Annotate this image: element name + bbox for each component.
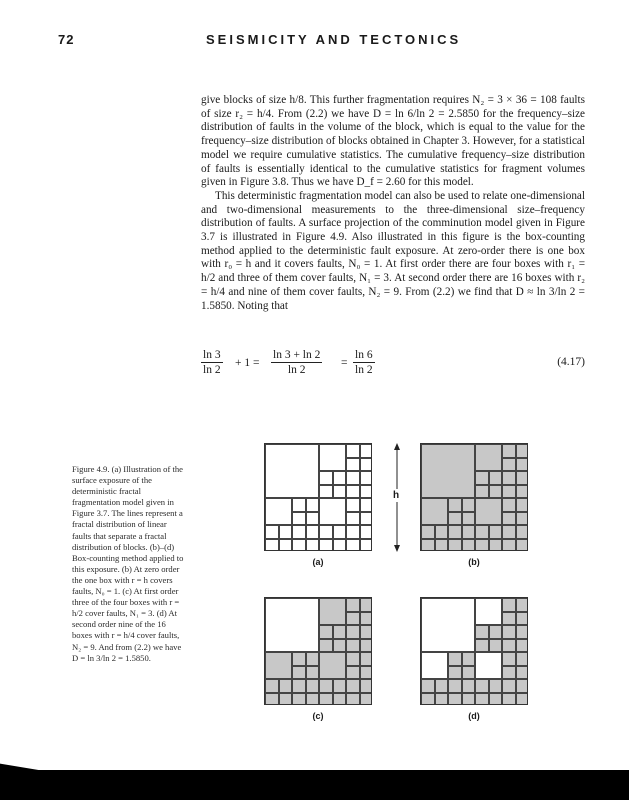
fragment-cell: [516, 625, 529, 639]
fraction-2-denominator: ln 2: [287, 364, 306, 376]
fragment-cell: [306, 539, 320, 552]
fragment-cell: [292, 498, 306, 512]
fragment-cell: [489, 539, 503, 552]
equation-fraction-2: [271, 348, 322, 377]
fragment-cell: [502, 458, 516, 472]
fragment-cell: [360, 471, 373, 485]
fragment-cell: [516, 512, 529, 526]
fragment-cell: [265, 498, 292, 525]
fragment-cell: [489, 485, 503, 499]
fragment-cell: [516, 444, 529, 458]
fragment-cell: [346, 525, 360, 539]
fragment-cell: [360, 625, 373, 639]
panel-label-b: (b): [468, 557, 480, 567]
fragment-cell: [306, 693, 320, 706]
fragment-cell: [360, 485, 373, 499]
running-head: SEISMICITY AND TECTONICS: [206, 32, 462, 47]
fragment-cell: [346, 485, 360, 499]
fragment-cell: [475, 625, 489, 639]
fragment-cell: [319, 539, 333, 552]
figure-panel-d: [420, 597, 528, 705]
fragment-cell: [333, 525, 347, 539]
fragment-cell: [319, 693, 333, 706]
fraction-1-numerator: ln 3: [203, 349, 221, 361]
fragment-cell: [475, 485, 489, 499]
fragment-cell: [421, 652, 448, 679]
fragment-cell: [421, 679, 435, 693]
equation-fraction-3: [353, 348, 375, 377]
fragment-cell: [462, 666, 476, 680]
fragment-cell: [516, 612, 529, 626]
fragment-cell: [489, 679, 503, 693]
panel-label-a: (a): [312, 557, 324, 567]
fragment-cell: [346, 639, 360, 653]
fraction-2-numerator: ln 3 + ln 2: [273, 349, 321, 361]
h-dimension-label: h: [393, 490, 400, 501]
fragment-cell: [265, 598, 319, 652]
paragraph-2: This deterministic fragmentation model can also be used to relate one-dimensional and two-dimensional measurements to the three-dimensional size–frequency distribution of faults. A surface projection of the comminution model given in Figure 3.7 is illustrated in Figure 4.9. Also illustrated in this figure is the box-counting method applied to the deterministic fault exposure. At zero-order there is one box with r₀ = h and it covers faults, N₀ = 1. At first order there are four boxes with r₁ = h/2 and three of them cover faults, N₁ = 3. At second order there are 16 boxes with r₂ = h/4 and nine of them cover faults, N₂ = 9. From (2.2) we find that D ≈ ln 3/ln 2 = 1.5850. Noting that: [201, 189, 585, 312]
fragment-cell: [516, 679, 529, 693]
fragment-cell: [516, 598, 529, 612]
fragment-cell: [306, 666, 320, 680]
fragment-cell: [502, 512, 516, 526]
fragment-cell: [448, 512, 462, 526]
fragment-cell: [360, 652, 373, 666]
fragment-cell: [360, 498, 373, 512]
fragment-cell: [346, 539, 360, 552]
fragment-cell: [421, 598, 475, 652]
fragment-cell: [292, 679, 306, 693]
fragment-cell: [448, 693, 462, 706]
fragment-cell: [265, 679, 279, 693]
fragment-cell: [502, 612, 516, 626]
fragment-cell: [346, 612, 360, 626]
figure-panel-c: [264, 597, 372, 705]
fragment-cell: [292, 512, 306, 526]
fragment-cell: [435, 679, 449, 693]
fragment-cell: [333, 471, 347, 485]
fragment-cell: [319, 598, 346, 625]
page-header: [58, 32, 578, 52]
fragment-cell: [306, 525, 320, 539]
fragment-cell: [462, 679, 476, 693]
fragment-cell: [306, 498, 320, 512]
fragment-cell: [319, 498, 346, 525]
fragment-cell: [421, 539, 435, 552]
fragment-cell: [319, 639, 333, 653]
fragment-cell: [421, 525, 435, 539]
equation-4-17: [201, 348, 585, 384]
fragment-cell: [516, 485, 529, 499]
fragment-cell: [346, 666, 360, 680]
fragment-cell: [475, 693, 489, 706]
fragment-cell: [346, 652, 360, 666]
fragment-cell: [319, 625, 333, 639]
fragment-cell: [448, 539, 462, 552]
fragment-cell: [448, 498, 462, 512]
fragment-cell: [489, 471, 503, 485]
fragment-cell: [333, 639, 347, 653]
fraction-3-numerator: ln 6: [355, 349, 373, 361]
fragment-cell: [516, 458, 529, 472]
fragment-cell: [421, 498, 448, 525]
fragment-cell: [516, 539, 529, 552]
fragment-cell: [360, 666, 373, 680]
fragment-cell: [448, 525, 462, 539]
fragment-cell: [475, 652, 502, 679]
fragment-cell: [360, 679, 373, 693]
fragment-cell: [360, 539, 373, 552]
fragment-cell: [448, 679, 462, 693]
fragment-cell: [489, 525, 503, 539]
panel-label-d: (d): [468, 711, 480, 721]
fragment-cell: [360, 525, 373, 539]
fragment-cell: [462, 652, 476, 666]
fragment-cell: [502, 679, 516, 693]
fragment-cell: [360, 612, 373, 626]
fragment-cell: [360, 598, 373, 612]
fragment-cell: [435, 693, 449, 706]
page-number: 72: [58, 32, 75, 47]
fragment-cell: [475, 525, 489, 539]
fragment-cell: [502, 444, 516, 458]
fragment-cell: [475, 539, 489, 552]
fragment-cell: [265, 444, 319, 498]
fragment-cell: [319, 652, 346, 679]
fragment-cell: [292, 525, 306, 539]
fragment-cell: [265, 525, 279, 539]
fragment-cell: [502, 666, 516, 680]
fragment-cell: [265, 652, 292, 679]
fragment-cell: [462, 498, 476, 512]
fragment-cell: [475, 498, 502, 525]
fragment-cell: [265, 539, 279, 552]
fragment-cell: [292, 693, 306, 706]
equation-plus-one: + 1 =: [235, 357, 260, 369]
fragment-cell: [346, 693, 360, 706]
fragment-cell: [319, 525, 333, 539]
fragment-cell: [475, 639, 489, 653]
fragment-cell: [489, 693, 503, 706]
fragment-cell: [319, 471, 333, 485]
fragment-cell: [516, 666, 529, 680]
fragment-cell: [279, 525, 293, 539]
fragment-cell: [346, 498, 360, 512]
fragment-cell: [292, 539, 306, 552]
fragment-cell: [279, 539, 293, 552]
fragment-cell: [502, 625, 516, 639]
fragment-cell: [516, 525, 529, 539]
fragment-cell: [475, 471, 489, 485]
fragment-cell: [502, 485, 516, 499]
fragment-cell: [319, 679, 333, 693]
equation-fraction-1: [201, 348, 223, 377]
fragment-cell: [319, 485, 333, 499]
fragment-cell: [346, 444, 360, 458]
fragment-cell: [360, 693, 373, 706]
fragment-cell: [516, 652, 529, 666]
fraction-3-denominator: ln 2: [355, 364, 373, 376]
fragment-cell: [421, 693, 435, 706]
fragment-cell: [346, 625, 360, 639]
fragment-cell: [306, 679, 320, 693]
scan-bottom-bar: [0, 770, 629, 800]
fragment-cell: [292, 652, 306, 666]
fragment-cell: [502, 525, 516, 539]
fragment-cell: [346, 598, 360, 612]
fragment-cell: [333, 485, 347, 499]
fragment-cell: [360, 458, 373, 472]
paragraph-1: give blocks of size h/8. This further fragmentation requires N₂ = 3 × 36 = 108 faults of size r₂ = h/4. From (2.2) we have D = ln 6/ln 2 = 2.5850 for the frequency–size distribution of faults in the volume of the block, which is equal to the value for the frequency–size distribution of blocks obtained in Chapter 3. However, for a statistical model we require cumulative statistics. The cumulative frequency–size distribution of faults is essentially identical to the cumulative statistics for fragment volumes given in Figure 3.8. Thus we have D_f = 2.60 for this model.: [201, 94, 585, 189]
fragment-cell: [448, 666, 462, 680]
figure-caption: Figure 4.9. (a) Illustration of the surface exposure of the deterministic fractal fragmentation model given in Figure 3.7. The lines represent a fractal distribution of linear faults that separate a fractal distribution of blocks. (b)–(d) Box-counting method applied to this exposure. (b) At zero order the one box with r = h covers faults, N₀ = 1. (c) At first order three of the four boxes with r = h/2 cover faults, N₁ = 3. (d) At second order nine of the 16 boxes with r = h/4 cover faults, N₂ = 9. And from (2.2) we have D = ln 3/ln 2 = 1.5850.: [72, 464, 184, 663]
fragment-cell: [435, 525, 449, 539]
fragment-cell: [516, 693, 529, 706]
fragment-cell: [346, 471, 360, 485]
fragment-cell: [502, 639, 516, 653]
fragment-cell: [462, 693, 476, 706]
fragment-cell: [435, 539, 449, 552]
fragment-cell: [516, 498, 529, 512]
fragment-cell: [333, 625, 347, 639]
fragment-cell: [306, 652, 320, 666]
fragment-cell: [462, 512, 476, 526]
fragment-cell: [502, 693, 516, 706]
fragment-cell: [292, 666, 306, 680]
fragment-cell: [333, 679, 347, 693]
fragment-cell: [502, 652, 516, 666]
fragment-cell: [502, 598, 516, 612]
fragment-cell: [502, 539, 516, 552]
panel-label-c: (c): [312, 711, 324, 721]
fragment-cell: [279, 679, 293, 693]
equation-label: (4.17): [557, 356, 585, 368]
fragment-cell: [475, 598, 502, 625]
fragment-cell: [516, 471, 529, 485]
fragment-cell: [475, 444, 502, 471]
equation-equals: =: [341, 357, 348, 369]
fragment-cell: [306, 512, 320, 526]
fragment-cell: [360, 444, 373, 458]
figure-panel-a: [264, 443, 372, 551]
figure-panel-b: [420, 443, 528, 551]
fragment-cell: [462, 525, 476, 539]
fragment-cell: [421, 444, 475, 498]
fragment-cell: [346, 458, 360, 472]
fragment-cell: [333, 539, 347, 552]
fragment-cell: [279, 693, 293, 706]
fragment-cell: [265, 693, 279, 706]
fragment-cell: [333, 693, 347, 706]
fragment-cell: [360, 512, 373, 526]
fragment-cell: [346, 512, 360, 526]
fragment-cell: [475, 679, 489, 693]
fragment-cell: [319, 444, 346, 471]
fragment-cell: [502, 471, 516, 485]
fragment-cell: [489, 625, 503, 639]
fragment-cell: [502, 498, 516, 512]
fragment-cell: [462, 539, 476, 552]
fragment-cell: [516, 639, 529, 653]
fragment-cell: [360, 639, 373, 653]
fragment-cell: [346, 679, 360, 693]
body-text: [201, 94, 585, 313]
fragment-cell: [489, 639, 503, 653]
fraction-1-denominator: ln 2: [203, 364, 221, 376]
fragment-cell: [448, 652, 462, 666]
